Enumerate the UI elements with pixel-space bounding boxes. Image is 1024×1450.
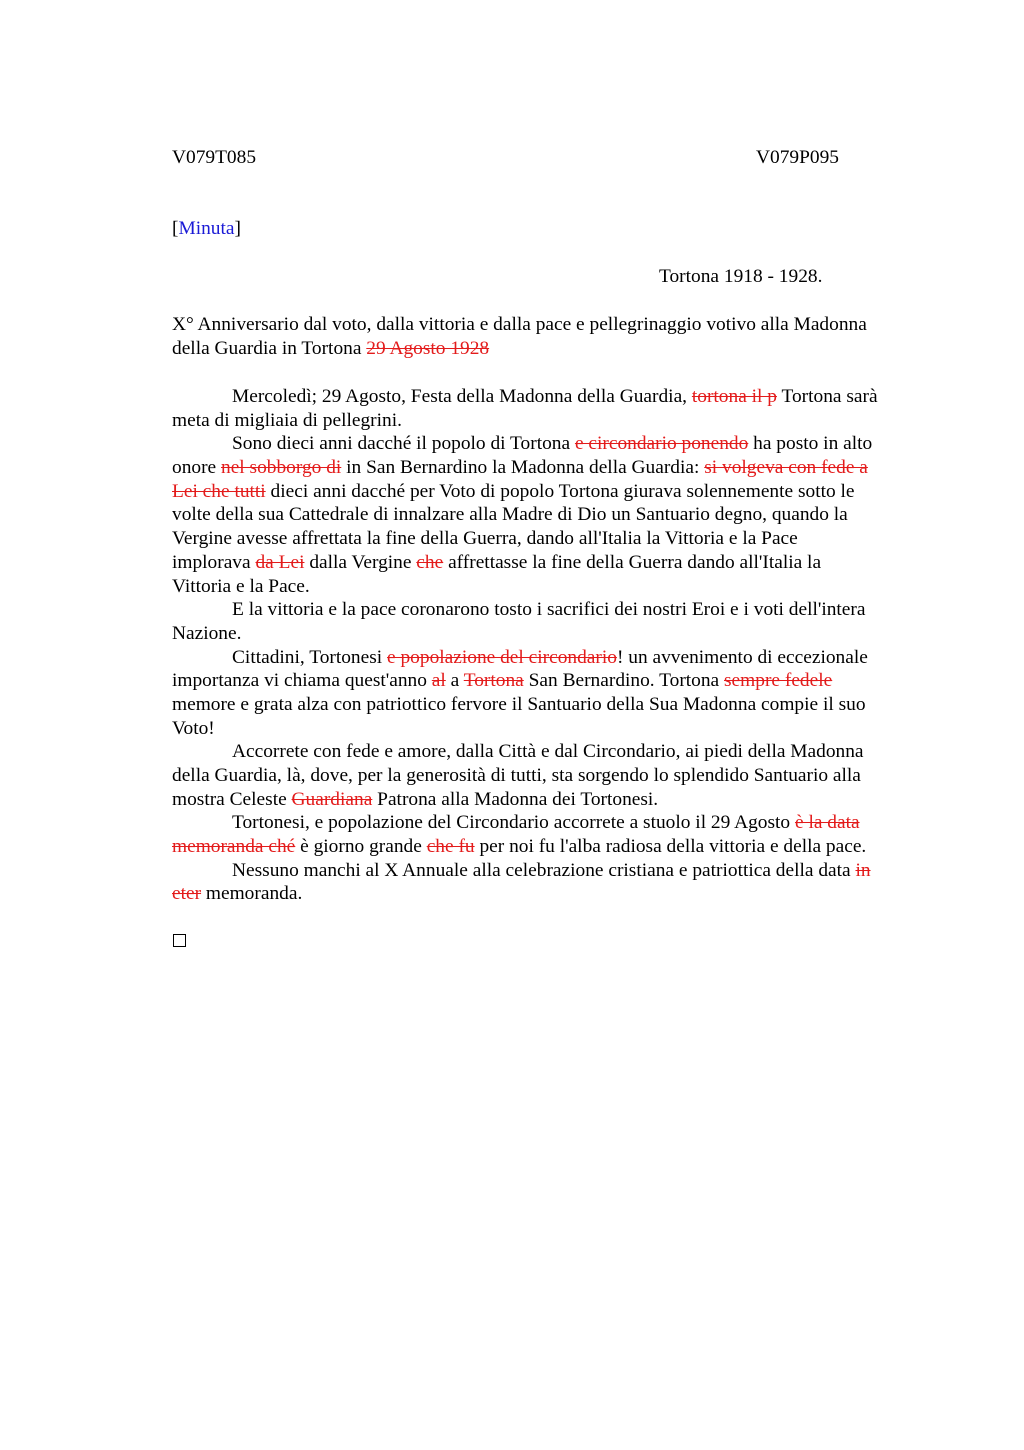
minuta-label [172, 217, 241, 241]
paragraph-line: E la vittoria e la pace coronarono tosto i sacrifici dei nostri Eroi e i voti dell'intera [232, 599, 866, 621]
document-title [172, 313, 924, 360]
deleted-text: è la data [794, 812, 860, 834]
body-text: importanza vi chiama quest'anno [172, 670, 432, 692]
deleted-text: memoranda ché [172, 836, 296, 858]
dateline: Tortona 1918 - 1928. [659, 266, 823, 287]
deleted-text: eter [172, 883, 202, 905]
paragraph-line [172, 456, 924, 480]
deleted-text: Tortona [463, 670, 524, 692]
body-text: a [445, 670, 464, 692]
paragraph-line [172, 669, 924, 693]
paragraph-line: Voto! [172, 717, 215, 739]
end-marker-checkbox [173, 934, 186, 947]
paragraph-line: volte della sua Cattedrale di innalzare alla Madre di Dio un Santuario degno, quando la [172, 504, 848, 526]
deleted-text: si volgeva con fede a [704, 457, 868, 479]
body-text: memoranda. [201, 883, 303, 905]
title-line: X° Anniversario dal voto, dalla vittoria e dalla pace e pellegrinaggio votivo alla Madonna [172, 314, 867, 335]
body-text: Cittadini, Tortonesi [232, 646, 388, 668]
body-text: dieci anni dacché per Voto di popolo Tortona giurava solennemente sotto le [265, 480, 855, 502]
deleted-text: e popolazione del circondario [387, 646, 617, 668]
paragraph-line [172, 646, 924, 670]
deleted-text: in [855, 859, 871, 881]
minuta-link[interactable]: Minuta [178, 218, 235, 239]
paragraph-line: della Guardia, là, dove, per la generosità di tutti, sta sorgendo lo splendido Santuario alla [172, 765, 861, 786]
deleted-text: al [431, 670, 446, 692]
deleted-text: e circondario ponendo [574, 433, 749, 455]
minuta-open-bracket: [ [172, 218, 179, 239]
paragraph-line [172, 882, 924, 906]
deleted-text: tortona il p [691, 386, 777, 407]
minuta-close-bracket: ] [234, 218, 241, 239]
body-text: ha posto in alto [748, 433, 873, 455]
paragraph-line: Nazione. [172, 622, 242, 644]
body-text: in San Bernardino la Madonna della Guardia: [341, 457, 705, 479]
body-text: mostra Celeste [172, 788, 292, 810]
deleted-text: da Lei [255, 551, 305, 573]
paragraph-line [172, 859, 924, 883]
body-text: Mercoledì; 29 Agosto, Festa della Madonna della Guardia, [232, 386, 692, 407]
body-text: per noi fu l'alba radiosa della vittoria e della pace. [474, 836, 867, 858]
deleted-text: nel sobborgo di [221, 457, 342, 479]
body-text: Tortona sarà [776, 386, 878, 407]
title-text: della Guardia in Tortona [172, 337, 367, 359]
body-text: è giorno grande [295, 836, 427, 858]
document-code-left: V079T085 [172, 147, 257, 168]
paragraph-line [172, 551, 924, 575]
deleted-text: che fu [426, 836, 475, 858]
body-text: affrettasse la fine della Guerra dando all'Italia la [443, 551, 822, 573]
paragraph-line: meta di migliaia di pellegrini. [172, 409, 402, 431]
paragraph-line: Vittoria e la Pace. [172, 575, 310, 597]
paragraph-line: memore e grata alza con patriottico fervore il Santuario della Sua Madonna compie il suo [172, 693, 866, 715]
deleted-text: 29 Agosto 1928 [366, 337, 490, 359]
title-line [172, 337, 924, 361]
deleted-text: sempre fedele [724, 670, 833, 692]
deleted-text: che [416, 551, 444, 573]
paragraph-line [172, 788, 924, 812]
paragraph-line: Accorrete con fede e amore, dalla Città e dal Circondario, ai piedi della Madonna [232, 741, 864, 763]
paragraph-line [172, 480, 924, 504]
document-page [172, 0, 924, 1450]
paragraph-line: Vergine avesse affrettata la fine della Guerra, dando all'Italia la Vittoria e la Pace [172, 528, 798, 550]
paragraph-line [172, 811, 924, 835]
body-text: onore [172, 457, 221, 479]
body-text: Nessuno manchi al X Annuale alla celebrazione cristiana e patriottica della data [232, 859, 856, 881]
body-text: dalla Vergine [304, 551, 417, 573]
body-text: implorava [172, 551, 256, 573]
document-code-right: V079P095 [756, 147, 839, 168]
body-text: Tortonesi, e popolazione del Circondario accorrete a stuolo il 29 Agosto [232, 812, 795, 834]
document-body [172, 385, 924, 906]
body-text: San Bernardino. Tortona [523, 670, 725, 692]
deleted-text: Lei che tutti [172, 480, 266, 502]
paragraph-line [172, 835, 924, 859]
paragraph-line [172, 385, 924, 409]
paragraph-line [172, 432, 924, 456]
body-text: Patrona alla Madonna dei Tortonesi. [372, 788, 659, 810]
body-text: ! un avvenimento di eccezionale [616, 646, 868, 668]
deleted-text: Guardiana [291, 788, 373, 810]
body-text: Sono dieci anni dacché il popolo di Tortona [232, 433, 575, 455]
